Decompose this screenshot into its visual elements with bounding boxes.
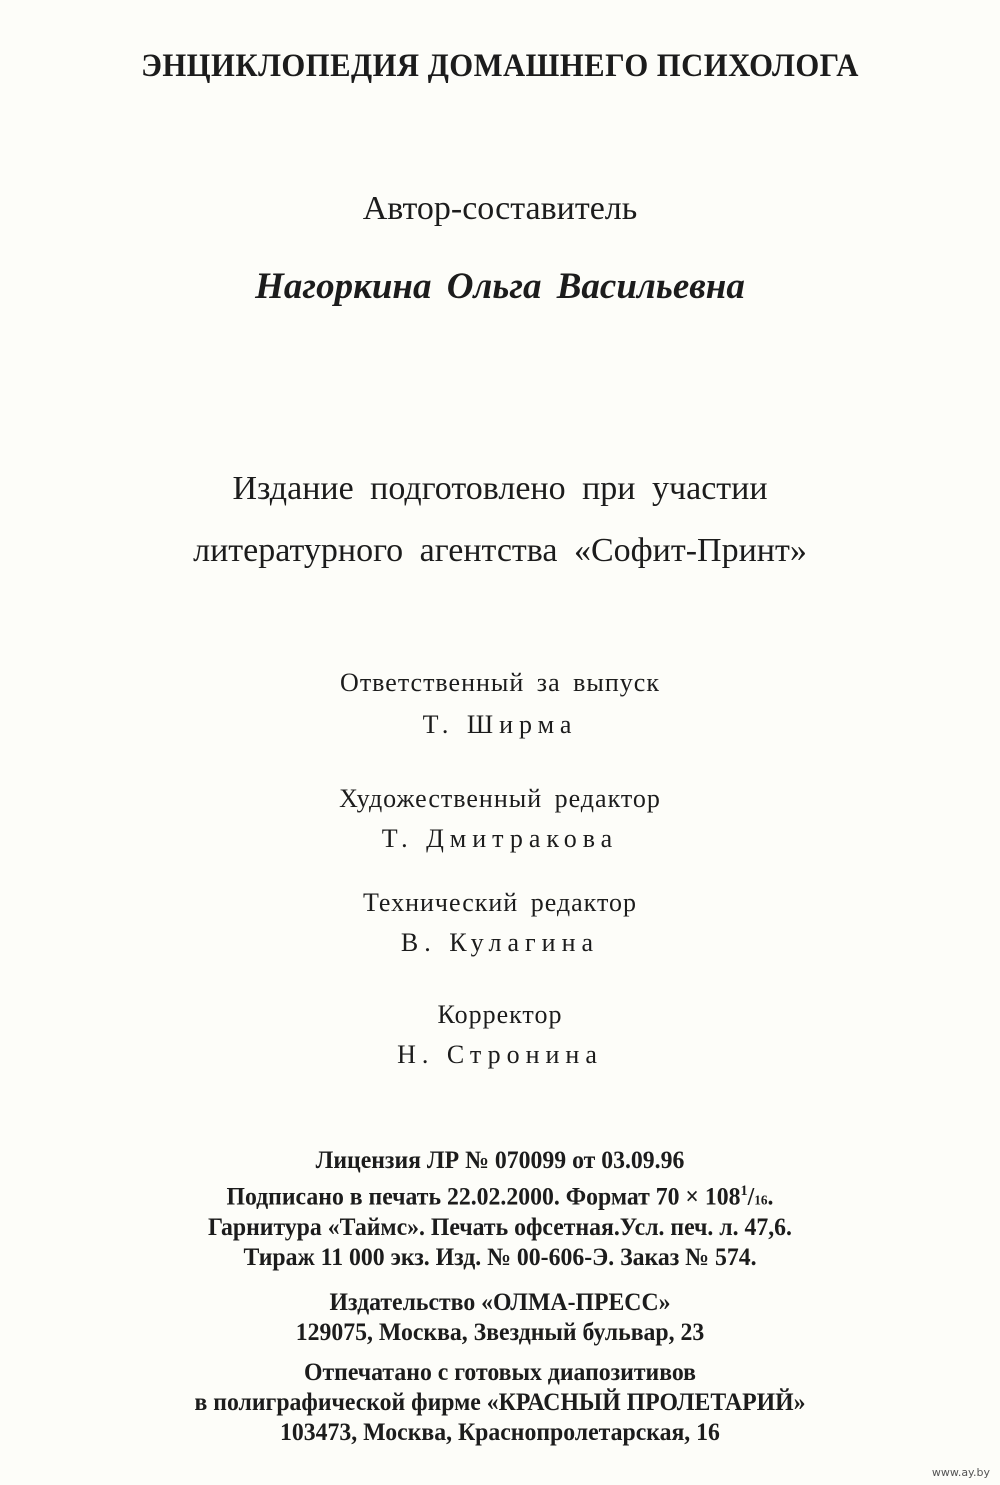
signed-format-line: Подписано в печать 22.02.2000. Формат $70 \times 108^1/16$. [226, 1183, 774, 1211]
license-line: Лицензия ЛР № 070099 от 03.09.96 [315, 1147, 685, 1174]
credit-role: Ответственный за выпуск [340, 668, 660, 697]
series-title: ЭНЦИКЛОПЕДИЯ ДОМАШНЕГО ПСИХОЛОГА [141, 48, 859, 84]
credit-person: Н. Стронина [397, 1040, 603, 1069]
author-label: Автор-составитель [362, 190, 638, 227]
credit-role: Художественный редактор [339, 784, 661, 813]
typeface-line: Гарнитура «Таймс». Печать офсетная.Усл. печ. л. 47,6. [207, 1214, 793, 1241]
author-name: Нагоркина Ольга Васильевна [255, 266, 745, 307]
credit-role: Корректор [437, 1000, 563, 1029]
format-denominator: 16 [754, 1193, 768, 1209]
edition-note-line-1: Издание подготовлено при участии [232, 470, 768, 507]
printer-line-1: Отпечатано с готовых диапозитивов [304, 1359, 696, 1386]
publisher-address: 129075, Москва, Звездный бульвар, 23 [295, 1319, 705, 1346]
credit-role: Технический редактор [363, 888, 637, 917]
watermark-text: www.ay.by [931, 1466, 990, 1479]
credit-person: Т. Дмитракова [381, 824, 619, 853]
printer-line-2: в полиграфической фирме «КРАСНЫЙ ПРОЛЕТАРИЙ» [194, 1389, 806, 1416]
printer-address: 103473, Москва, Краснопролетарская, 16 [280, 1419, 720, 1446]
publisher-name: Издательство «ОЛМА-ПРЕСС» [329, 1289, 671, 1316]
credit-person: Т. Ширма [422, 710, 578, 739]
format-numerator: 1 [740, 1183, 748, 1199]
edition-note-line-2: литературного агентства «Софит-Принт» [193, 532, 807, 569]
credit-person: В. Кулагина [400, 928, 600, 957]
print-run-line: Тираж 11 000 экз. Изд. № 00-606-Э. Заказ № 574. [243, 1244, 757, 1271]
